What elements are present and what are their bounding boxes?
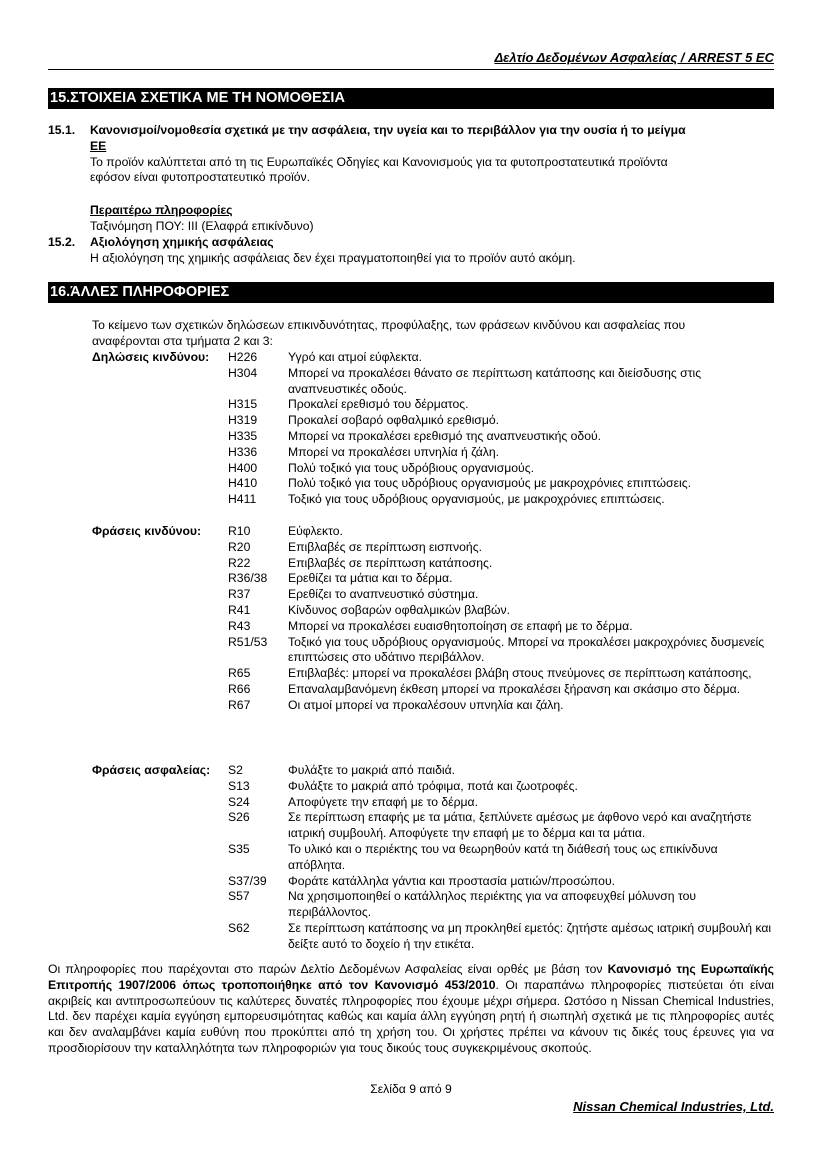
page-number: Σελίδα 9 από 9 (370, 1082, 452, 1096)
phrase-text: Να χρησιμοποιηθεί ο κατάλληλος περιέκτης για να αποφευχθεί μόλυνση του περιβάλλοντος. (288, 889, 697, 920)
risk-phrases-list (92, 524, 774, 714)
safety-phrases-list (92, 763, 774, 953)
phrase-code: R41 (228, 602, 251, 617)
statement-text: Πολύ τοξικό για τους υδρόβιους οργανισμούς με μακροχρόνιες επιπτώσεις. (288, 476, 691, 491)
list-item (92, 587, 774, 603)
further-info-block (48, 203, 774, 235)
statement-text: Πολύ τοξικό για τους υδρόβιους οργανισμούς. (288, 460, 534, 475)
statement-code: H315 (228, 397, 258, 412)
hazard-statements-label: Δηλώσεις κινδύνου: (92, 350, 210, 364)
footer-company: Nissan Chemical Industries, Ltd. (573, 1099, 774, 1114)
phrase-code: R65 (228, 666, 251, 681)
subsection-number: 15.1. (48, 123, 76, 137)
subsection-title: Κανονισμοί/νομοθεσία σχετικά με την ασφάλεια, την υγεία και το περιβάλλον για την ουσία ή το μείγμα (90, 123, 686, 137)
phrase-text: Φυλάξτε το μακριά από τρόφιμα, ποτά και ζωοτροφές. (288, 778, 578, 793)
phrase-code: S26 (228, 810, 250, 825)
phrase-code: R20 (228, 539, 251, 554)
statement-code: H319 (228, 413, 258, 428)
list-item (92, 366, 774, 398)
list-item (92, 763, 774, 779)
intro-line-1: Το κείμενο των σχετικών δηλώσεων επικινδυνότητας, προφύλαξης, των φράσεων κινδύνου και ασφαλείας που (92, 318, 686, 332)
statement-text: Μπορεί να προκαλέσει θάνατο σε περίπτωση κατάποσης και διείσδυσης στις αναπνευστικές οδούς. (288, 365, 702, 396)
header-rule (48, 69, 774, 70)
risk-phrases-label: Φράσεις κινδύνου: (92, 524, 202, 538)
phrase-code: S24 (228, 794, 250, 809)
phrase-text: Αποφύγετε την επαφή με το δέρμα. (288, 794, 478, 809)
list-item (92, 524, 774, 540)
statement-text: Μπορεί να προκαλέσει υπνηλία ή ζάλη. (288, 444, 500, 459)
statement-code: H335 (228, 428, 258, 443)
disclaimer-text-1: Οι πληροφορίες που παρέχονται στο παρών Δελτίο Δεδομένων Ασφαλείας είναι ορθές με βάση τον (48, 962, 608, 976)
intro-line-2: αναφέρονται στα τμήματα 2 και 3: (92, 333, 273, 348)
statement-code: H411 (228, 492, 257, 507)
list-item (92, 921, 774, 953)
phrase-code: S62 (228, 920, 250, 935)
phrase-text: Επιβλαβές σε περίπτωση εισπνοής. (288, 539, 482, 554)
statement-text: Υγρό και ατμοί εύφλεκτα. (288, 350, 423, 364)
list-item (92, 540, 774, 556)
statement-code: H410 (228, 476, 258, 491)
phrase-text: Οι ατμοί μπορεί να προκαλέσουν υπνηλία και ζάλη. (288, 697, 564, 712)
list-item (92, 603, 774, 619)
statement-code: H304 (228, 365, 258, 380)
phrase-text: Το υλικό και ο περιέκτης του να θεωρηθούν κατά τη διάθεσή τους ως επικίνδυνα απόβλητα. (288, 841, 718, 872)
section-15-2 (48, 235, 774, 267)
statement-code: H226 (228, 350, 258, 364)
phrase-code: R43 (228, 618, 251, 633)
subsection-number: 15.2. (48, 235, 76, 249)
list-item (92, 571, 774, 587)
list-item (92, 698, 774, 714)
phrase-code: R51/53 (228, 634, 268, 649)
list-item (92, 350, 774, 366)
list-item (92, 461, 774, 477)
list-item (92, 874, 774, 890)
phrase-text: Επιβλαβές σε περίπτωση κατάποσης. (288, 555, 493, 570)
list-item (92, 492, 774, 508)
section-16-heading: 16.ΆΛΛΕΣ ΠΛΗΡΟΦΟΡΙΕΣ (48, 282, 774, 303)
statement-text: Προκαλεί σοβαρό οφθαλμικό ερεθισμό. (288, 413, 500, 428)
phrase-code: R67 (228, 697, 251, 712)
statement-text: Μπορεί να προκαλέσει ερεθισμό της αναπνευστικής οδού. (288, 428, 602, 443)
phrase-code: S13 (228, 778, 250, 793)
section-16-intro (92, 318, 774, 350)
hazard-statements-list (92, 350, 774, 508)
list-item (92, 476, 774, 492)
list-item (92, 397, 774, 413)
list-item (92, 666, 774, 682)
regulation-text-line-1: Το προϊόν καλύπτεται από τη τις Ευρωπαϊκές Οδηγίες και Κανονισμούς για τα φυτοπροστατευτικά προϊόντα (90, 154, 668, 169)
phrase-code: S2 (228, 763, 243, 777)
list-item (92, 889, 774, 921)
phrase-code: R37 (228, 587, 251, 602)
list-item (92, 682, 774, 698)
chemical-safety-text: Η αξιολόγηση της χημικής ασφάλειας δεν έχει πραγματοποιηθεί για το προϊόν αυτό ακόμη. (90, 250, 576, 265)
who-classification: Ταξινόμηση ΠΟΥ: III (Ελαφρά επικίνδυνο) (90, 218, 314, 233)
list-item (92, 810, 774, 842)
phrase-code: S57 (228, 889, 250, 904)
phrase-text: Ερεθίζει το αναπνευστικό σύστημα. (288, 587, 479, 602)
safety-phrases-label: Φράσεις ασφαλείας: (92, 763, 211, 777)
document-header-title: Δελτίο Δεδομένων Ασφαλείας / ARREST 5 EC (494, 50, 774, 65)
phrase-text: Κίνδυνος σοβαρών οφθαλμικών βλαβών. (288, 602, 511, 617)
disclaimer-text-2: . Οι παραπάνω πληροφορίες πιστεύεται ότι είναι ακριβείς και αντιπροσωπεύουν τις καλύτερες δυνατές πληροφορίες που έχουμε μέχρι σήμερα. Ωστόσο η Nissan Chemical Industries, Ltd. δεν παρέχει καμία εγγύηση εμπορευσιμότητας καθώς και καμία άλλη εγγύηση ρητή ή σιωπηλή σχετικά με τις πληροφορίες αυτές και δεν αναλαμβάνει καμία ευθύνη που προκύπτει από τη χρήση του. Οι χρήστες πρέπει να κάνουν τις δικές τους έρευνες για να προσδιορίσουν την καταλληλότητα των πληροφοριών για τους δικούς τους συγκεκριμένους σκοπούς. (48, 977, 774, 1055)
regulation-text-line-2: εφόσον είναι φυτοπροστατευτικό προϊόν. (90, 170, 311, 185)
phrase-code: R36/38 (228, 571, 268, 586)
phrase-text: Ερεθίζει τα μάτια και το δέρμα. (288, 571, 453, 586)
list-item (92, 779, 774, 795)
statement-text: Προκαλεί ερεθισμό του δέρματος. (288, 397, 469, 412)
phrase-code: R10 (228, 524, 251, 538)
phrase-code: R22 (228, 555, 251, 570)
phrase-text: Μπορεί να προκαλέσει ευαισθητοποίηση σε επαφή με το δέρμα. (288, 618, 633, 633)
list-item (92, 429, 774, 445)
phrase-text: Φυλάξτε το μακριά από παιδιά. (288, 763, 456, 777)
phrase-code: S35 (228, 841, 250, 856)
phrase-text: Εύφλεκτο. (288, 524, 343, 538)
subsection-title: Αξιολόγηση χημικής ασφάλειας (90, 235, 274, 249)
statement-code: H336 (228, 444, 258, 459)
phrase-code: S37/39 (228, 873, 267, 888)
disclaimer-paragraph (48, 962, 774, 1057)
list-item (92, 795, 774, 811)
phrase-text: Φοράτε κατάλληλα γάντια και προστασία ματιών/προσώπου. (288, 873, 615, 888)
phrase-code: R66 (228, 681, 251, 696)
list-item (92, 556, 774, 572)
list-item (92, 413, 774, 429)
section-15-heading: 15.ΣΤΟΙΧΕΙΑ ΣΧΕΤΙΚΑ ΜΕ ΤΗ ΝΟΜΟΘΕΣΙΑ (48, 88, 774, 109)
list-item (92, 842, 774, 874)
phrase-text: Επαναλαμβανόμενη έκθεση μπορεί να προκαλέσει ξήρανση και σκάσιμο στο δέρμα. (288, 681, 741, 696)
section-15-1 (48, 123, 774, 186)
disclaimer-regulation: Κανονισμό της Ευρωπαϊκής Επιτροπής 1907/2006 όπως τροποποιήθηκε από τον Κανονισμό 453/2010 (48, 962, 774, 992)
phrase-text: Σε περίπτωση κατάποσης να μη προκληθεί εμετός: ζητήστε αμέσως ιατρική συμβουλή και δείξτε αυτό το δοχείο ή την ετικέτα. (288, 920, 772, 951)
statement-text: Τοξικό για τους υδρόβιους οργανισμούς, με μακροχρόνιες επιπτώσεις. (288, 492, 665, 507)
list-item (92, 635, 774, 667)
list-item (92, 445, 774, 461)
statement-code: H400 (228, 460, 258, 475)
further-info-title: Περαιτέρω πληροφορίες (90, 203, 233, 217)
list-item (92, 619, 774, 635)
phrase-text: Επιβλαβές: μπορεί να προκαλέσει βλάβη στους πνεύμονες σε περίπτωση κατάποσης, (288, 666, 752, 681)
phrase-text: Σε περίπτωση επαφής με τα μάτια, ξεπλύνετε αμέσως με άφθονο νερό και αναζητήστε ιατρική συμβουλή. Αποφύγετε την επαφή με το δέρμα και τα μάτια. (288, 810, 752, 841)
subsection-title-eu: ΕΕ (90, 138, 107, 153)
phrase-text: Τοξικό για τους υδρόβιους οργανισμούς. Μπορεί να προκαλέσει μακροχρόνιες δυσμενείς επιπτώσεις στο υδάτινο περιβάλλον. (288, 634, 765, 665)
